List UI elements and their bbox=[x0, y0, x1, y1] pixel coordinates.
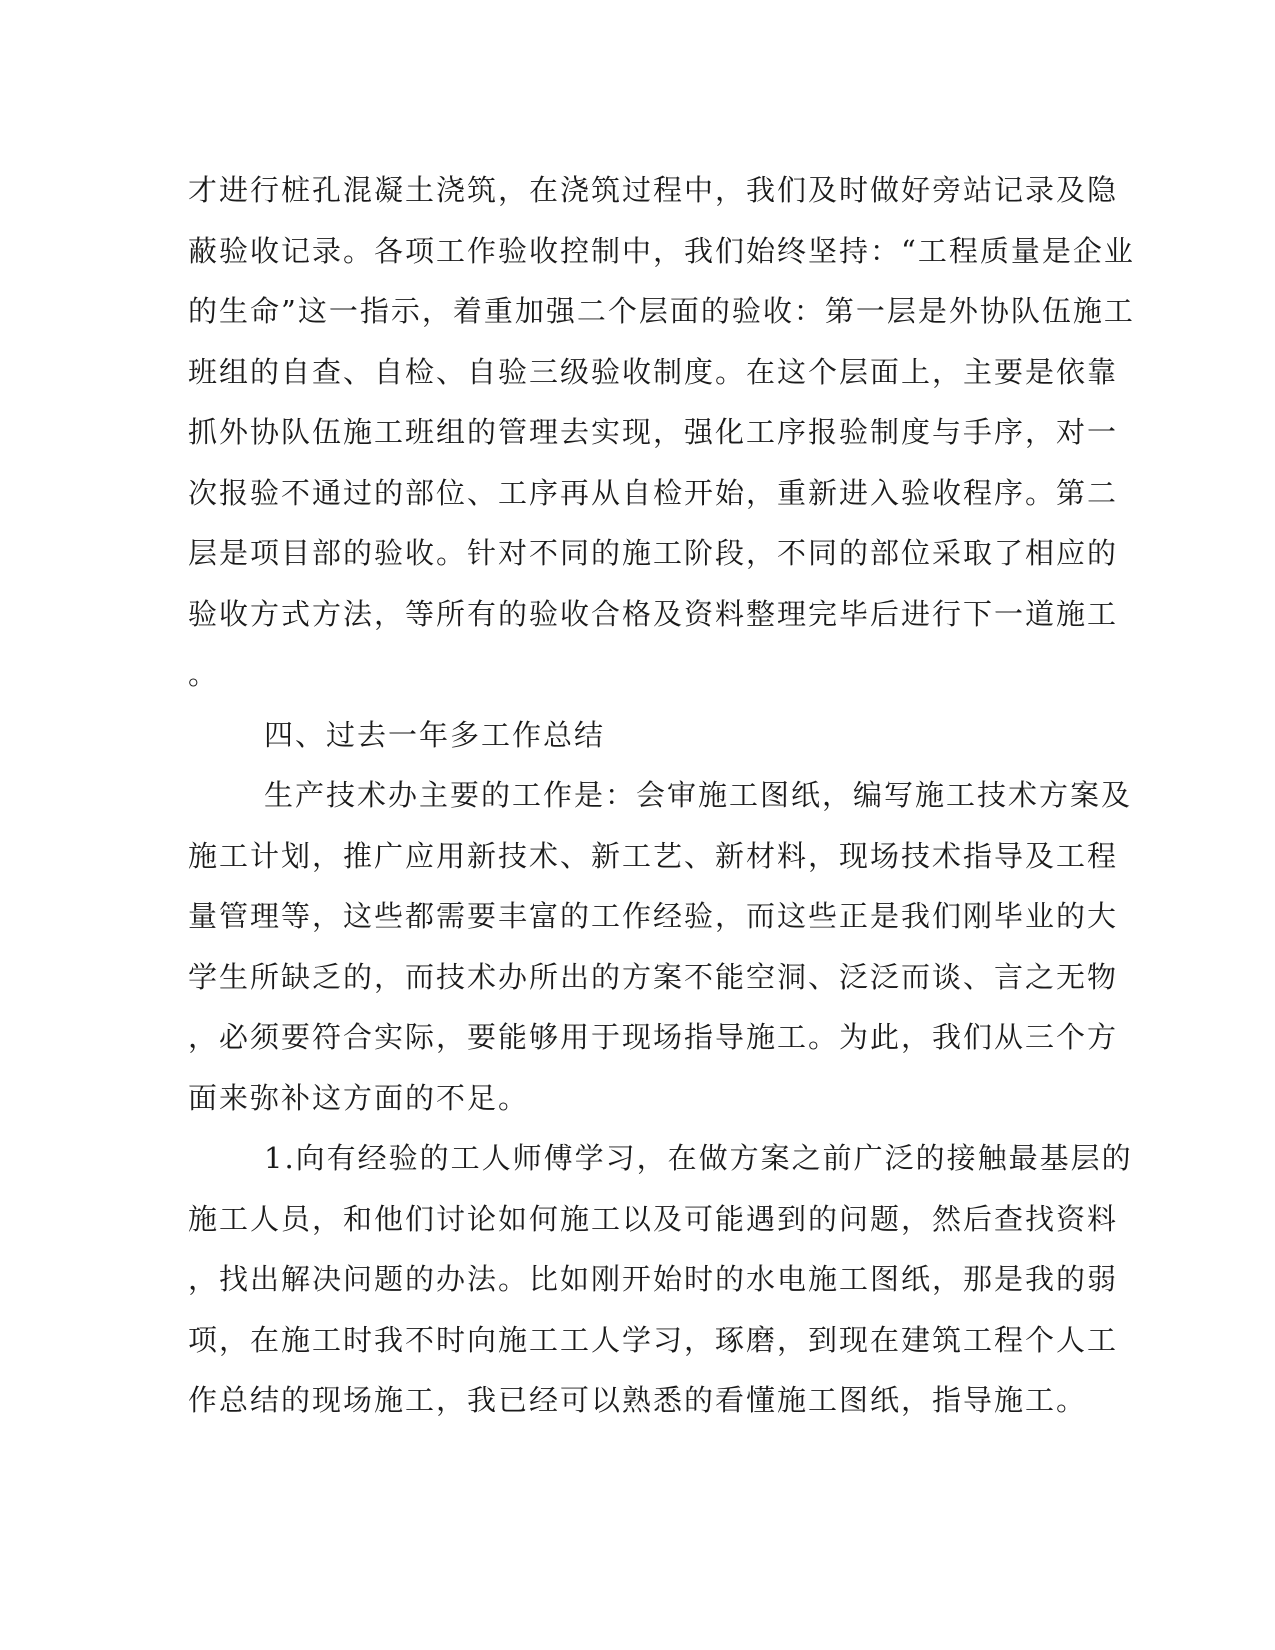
text-line: 验收方式方法，等所有的验收合格及资料整理完毕后进行下一道施工 bbox=[188, 596, 1119, 631]
text-line: 次报验不通过的部位、工序再从自检开始，重新进入验收程序。第二 bbox=[188, 475, 1119, 510]
text-line: 班组的自查、自检、自验三级验收制度。在这个层面上，主要是依靠 bbox=[188, 354, 1119, 389]
text-line: 抓外协队伍施工班组的管理去实现，强化工序报验制度与手序，对一 bbox=[188, 415, 1119, 449]
text-line: 面来弥补这方面的不足。 bbox=[188, 1080, 530, 1115]
text-line: 生产技术办主要的工作是：会审施工图纸，编写施工技术方案及 bbox=[264, 778, 1133, 812]
text-line: ，必须要符合实际，要能够用于现场指导施工。为此，我们从三个方 bbox=[188, 1020, 1119, 1054]
body-text bbox=[188, 160, 1135, 1431]
text-line: 学生所缺乏的，而技术办所出的方案不能空洞、泛泛而谈、言之无物 bbox=[188, 959, 1119, 994]
text-line: 1.向有经验的工人师傅学习，在做方案之前广泛的接触最基层的 bbox=[264, 1141, 1133, 1175]
text-line: 才进行桩孔混凝土浇筑，在浇筑过程中，我们及时做好旁站记录及隐 bbox=[188, 173, 1119, 207]
text-line: 层是项目部的验收。针对不同的施工阶段，不同的部位采取了相应的 bbox=[188, 536, 1119, 570]
section-heading: 四、过去一年多工作总结 bbox=[264, 717, 606, 752]
text-line: 施工人员，和他们讨论如何施工以及可能遇到的问题，然后查找资料 bbox=[188, 1201, 1119, 1236]
text-line: ，找出解决问题的办法。比如刚开始时的水电施工图纸，那是我的弱 bbox=[188, 1262, 1119, 1296]
text-line: 作总结的现场施工，我已经可以熟悉的看懂施工图纸，指导施工。 bbox=[188, 1383, 1088, 1417]
text-line: 的生命”这一指示，着重加强二个层面的验收：第一层是外协队伍施工 bbox=[188, 294, 1135, 328]
text-line: 量管理等，这些都需要丰富的工作经验，而这些正是我们刚毕业的大 bbox=[188, 899, 1119, 933]
text-line: 施工计划，推广应用新技术、新工艺、新材料，现场技术指导及工程 bbox=[188, 838, 1119, 873]
text-line: 。 bbox=[188, 657, 220, 691]
text-line: 蔽验收记录。各项工作验收控制中，我们始终坚持：“工程质量是企业 bbox=[188, 233, 1135, 268]
text-line: 项，在施工时我不时向施工工人学习，琢磨，到现在建筑工程个人工 bbox=[188, 1322, 1119, 1357]
